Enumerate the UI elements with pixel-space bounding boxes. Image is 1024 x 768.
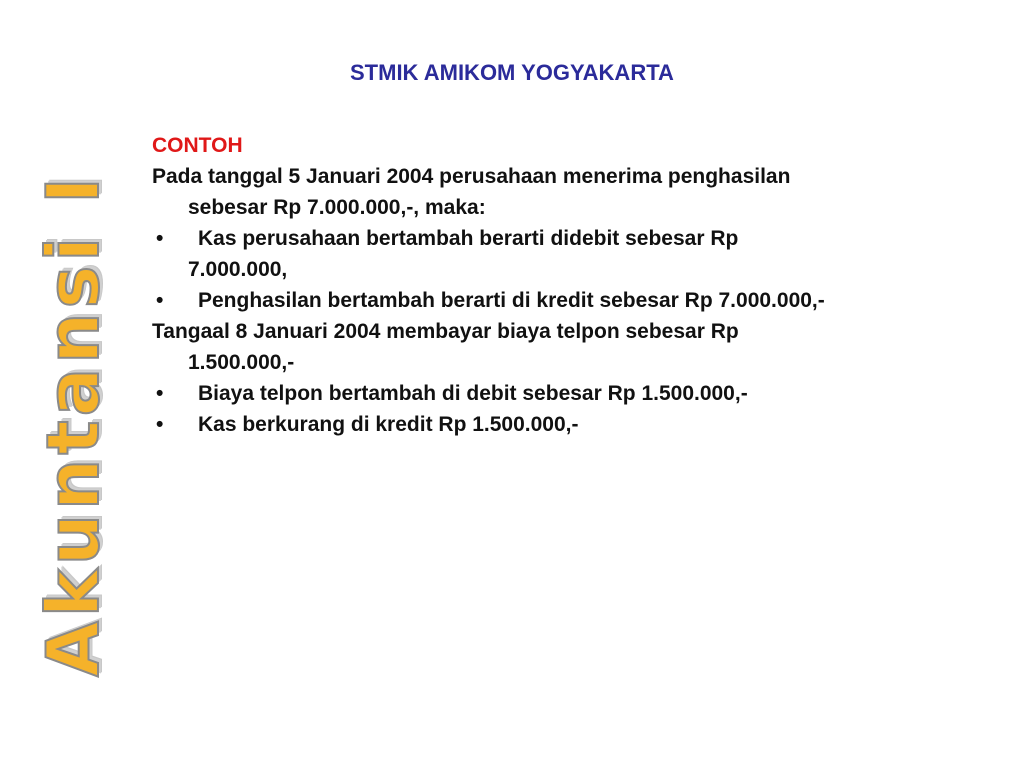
list-item-line-1: Kas perusahaan bertambah berarti didebit sebesar Rp [198, 227, 739, 250]
bullet-marker: • [156, 413, 164, 436]
paragraph-2-line-1: Tangaal 8 Januari 2004 membayar biaya telpon sebesar Rp [152, 320, 739, 343]
list-item [152, 223, 972, 285]
list-item-line-1: Biaya telpon bertambah di debit sebesar Rp 1.500.000,- [198, 382, 748, 405]
header-title: STMIK AMIKOM YOGYAKARTA [350, 60, 674, 85]
bullet-marker: • [156, 382, 164, 405]
list-item [152, 378, 972, 409]
list-item [152, 285, 972, 316]
list-item-line-1: Kas berkurang di kredit Rp 1.500.000,- [198, 413, 579, 436]
paragraph-1-line-1: Pada tanggal 5 Januari 2004 perusahaan menerima penghasilan [152, 165, 791, 188]
slide-content [152, 130, 972, 440]
paragraph-1 [152, 161, 972, 223]
list-item-text [188, 285, 972, 316]
list-item [152, 409, 972, 440]
paragraph-2 [152, 316, 972, 378]
paragraph-2-line-2: 1.500.000,- [188, 351, 295, 374]
list-item-text [188, 409, 972, 440]
bullet-marker: • [156, 227, 164, 250]
paragraph-1-line-2: sebesar Rp 7.000.000,-, maka: [188, 196, 486, 219]
list-item-line-2: 7.000.000, [188, 258, 288, 281]
list-item-text [188, 223, 972, 285]
list-item-line-1: Penghasilan bertambah berarti di kredit sebesar Rp 7.000.000,- [198, 289, 825, 312]
list-item-text [188, 378, 972, 409]
side-title: Akuntansi I [31, 173, 115, 677]
section-heading: CONTOH [152, 134, 243, 157]
side-title-area [0, 0, 130, 768]
bullet-marker: • [156, 289, 164, 312]
